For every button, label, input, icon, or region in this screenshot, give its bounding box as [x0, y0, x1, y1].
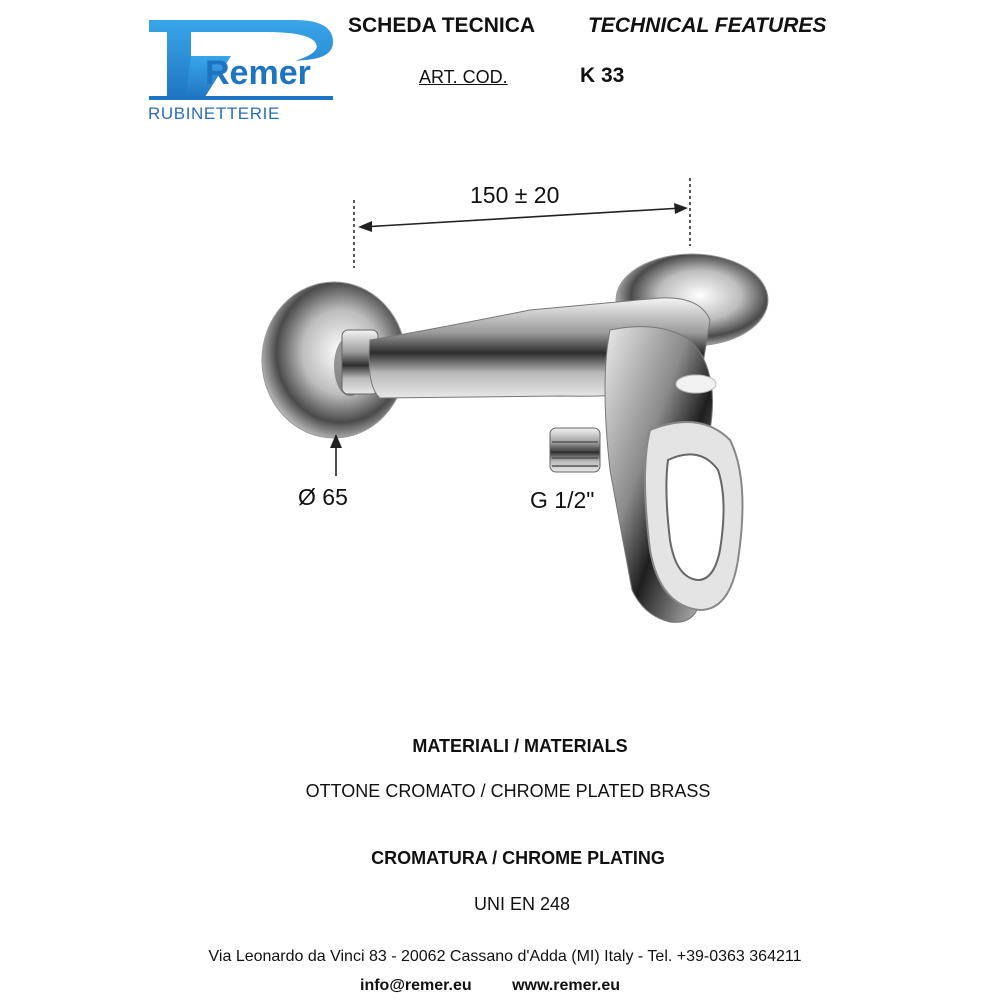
dimension-width-label: 150 ± 20	[470, 182, 560, 208]
title-italian: SCHEDA TECNICA	[348, 14, 536, 37]
title-english: TECHNICAL FEATURES	[588, 14, 827, 37]
faucet-drawing	[230, 170, 790, 640]
logo-subtitle: RUBINETTERIE	[148, 104, 280, 123]
article-code-label: ART. COD.	[419, 67, 508, 87]
website-link[interactable]: www.remer.eu	[512, 977, 620, 994]
email-link[interactable]: info@remer.eu	[360, 977, 472, 994]
company-address: Via Leonardo da Vinci 83 - 20062 Cassano d'Adda (MI) Italy - Tel. +39-0363 364211	[208, 948, 802, 965]
plating-title: CROMATURA / CHROME PLATING	[371, 848, 665, 868]
contact-line	[360, 977, 656, 995]
dimension-diameter-label: Ø 65	[298, 484, 348, 510]
dimension-thread-label: G 1/2"	[530, 487, 595, 513]
materials-value: OTTONE CROMATO / CHROME PLATED BRASS	[305, 781, 711, 801]
article-code-value: K 33	[580, 64, 625, 87]
logo-wordmark: Remer	[205, 54, 311, 92]
plating-value: UNI EN 248	[473, 894, 571, 914]
materials-title: MATERIALI / MATERIALS	[412, 736, 628, 756]
